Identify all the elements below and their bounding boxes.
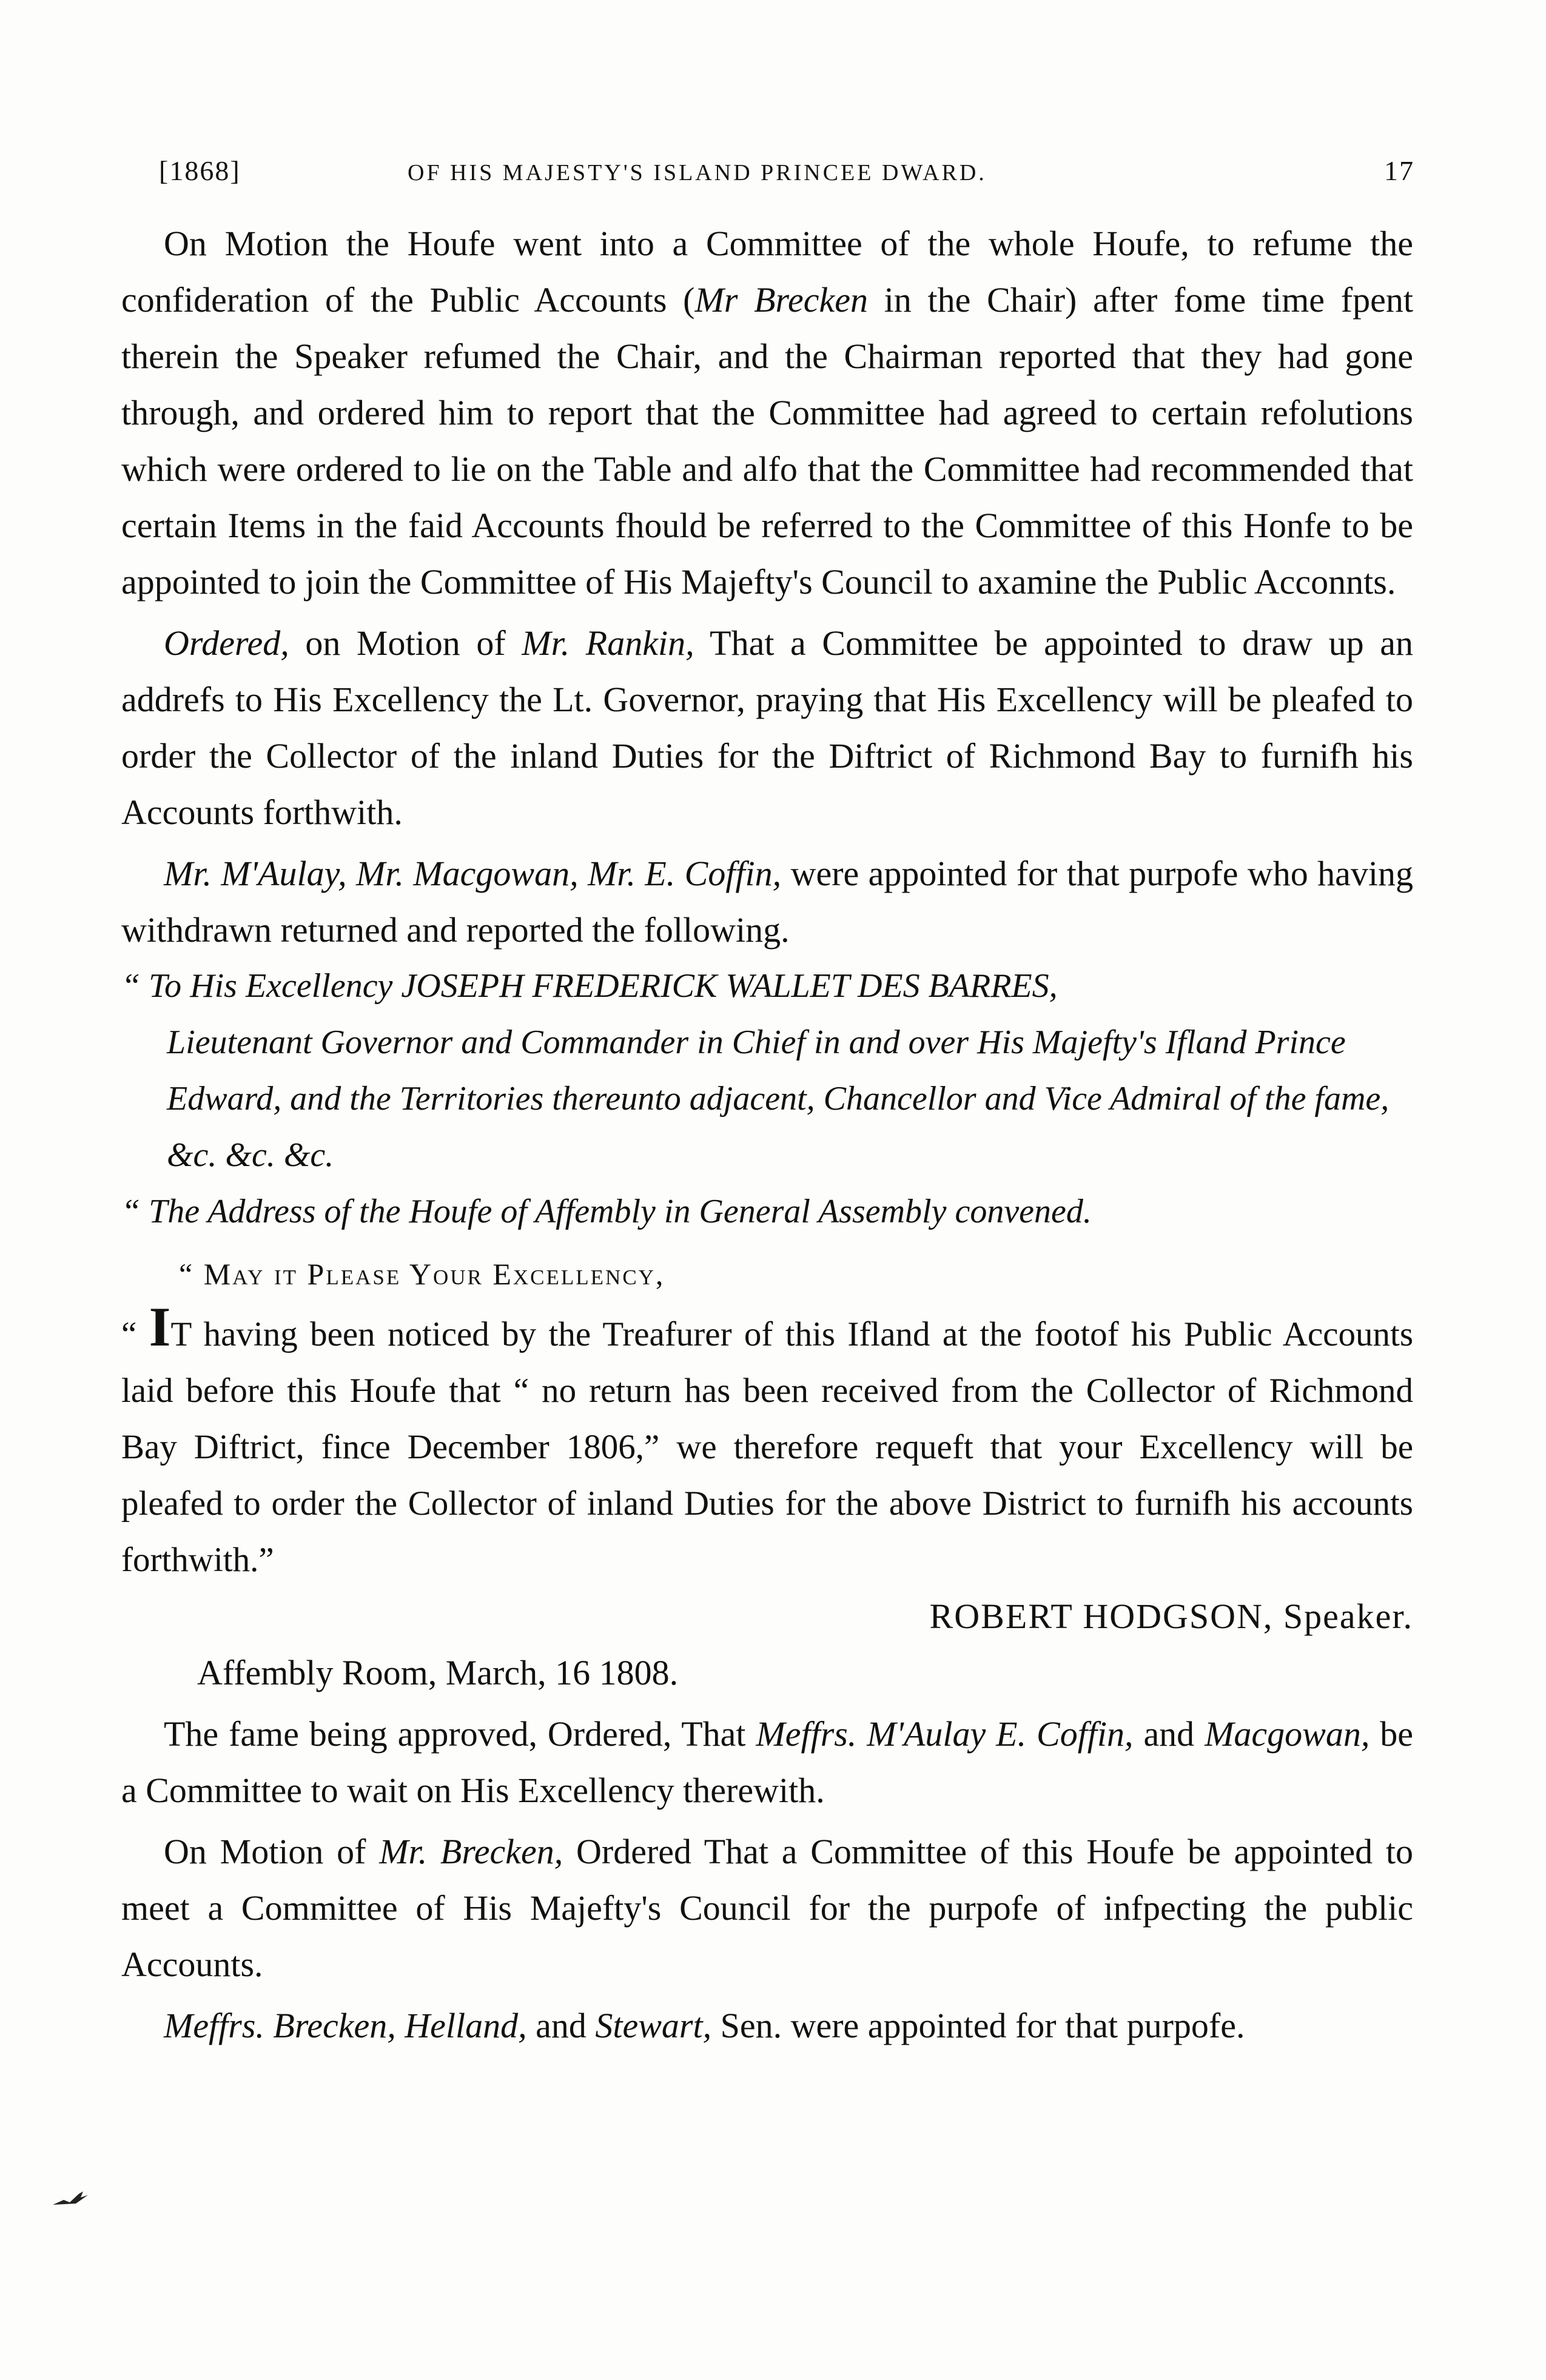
paragraph-committee-motion (121, 215, 1413, 610)
text-run: The fame being approved, Ordered, That (164, 1714, 756, 1754)
paragraph-committee-appointed (121, 1706, 1413, 1819)
italic-names: Meffrs. M'Aulay E. Coffin, (756, 1714, 1134, 1754)
italic-name: Mr Brecken (694, 280, 868, 320)
italic-name: Mr. Brecken, (379, 1832, 563, 1871)
text-run: That a Committee be appointed to draw up an addrefs to His Excellency the Lt. Governor, praying that His Excellency will be pleafed to order the Collector of the inland Duties for the Diftrict of Richmond Bay to furnifh his Accounts forthwith. (121, 623, 1414, 832)
address-body (121, 1296, 1413, 1588)
text-run: were appointed for that purpofe who having withdrawn returned and reported the following. (121, 854, 1413, 950)
text-run: Ordered That a Committee of this Houfe be appointed to meet a Committee of His Majefty's Council for the purpofe of infpecting the public Accounts. (121, 1832, 1414, 1984)
address-recipient-titles: Lieutenant Governor and Commander in Chief in and over His Majefty's Ifland Prince Edward, and the Territories thereunto adjacent, Chancellor and Vice Admiral of the fame, &c. &c. &c. (167, 1024, 1390, 1174)
open-quote: “ (121, 1315, 149, 1353)
paragraph-brecken-motion (121, 1823, 1413, 1993)
drop-cap: I (149, 1296, 171, 1358)
signature: ROBERT HODGSON, Speaker. (929, 1597, 1413, 1636)
text-run: On Motion of (164, 1832, 380, 1871)
paragraph-rankin-motion (121, 615, 1413, 840)
page-number: 17 (1384, 155, 1414, 186)
text-run: in the Chair) after fome time fpent therein the Speaker refumed the Chair, and the Chairman reported that they had gone through, and ordered him to report that the Committee had agreed to certain refolutions which were ordered to lie on the Table and alfo that the Committee had recommended that certain Items in the faid Accounts fhould be referred to the Committee of this Honfe to be appointed to join the Committee of His Majefty's Council to axamine the Public Acconnts. (121, 280, 1413, 602)
text-run: and (526, 2006, 596, 2045)
italic-name: Mr. Rankin, (522, 623, 694, 663)
address-recipient: “ To His Excellency JOSEPH FREDERICK WALLET DES BARRES, (121, 967, 1058, 1005)
italic-names: Meffrs. Brecken, Helland, (164, 2006, 527, 2045)
page-year-bracket: [1868] (159, 155, 241, 186)
italic-name: Macgowan, (1205, 1714, 1370, 1754)
text-run: On Motion the Houfe went into a Committee of the whole Houfe, to refume the confideration of the Public Accounts ( (121, 224, 1413, 320)
italic-names: Mr. M'Aulay, Mr. Macgowan, Mr. E. Coffin, (164, 854, 782, 893)
text-run: Sen. were appointed for that purpofe. (711, 2006, 1245, 2045)
document-body (121, 215, 1413, 2054)
text-run: be a Committee to wait on His Excellency therewith. (121, 1714, 1413, 1810)
address-heading: “ The Address of the Houfe of Affembly in General Assembly convened. (121, 1193, 1092, 1230)
dateline: Affembly Room, March, 16 1808. (197, 1653, 679, 1692)
paragraph-appointees (121, 845, 1413, 958)
salutation: “ May it Please Your Excellency, (179, 1257, 665, 1291)
paragraph-final-appointees (121, 1997, 1413, 2054)
text-run: T having been noticed by the Treafurer of this Ifland at the footof his Public Accounts laid before this Houfe that “ no return has been received from the Collector of Richmond Bay Diftrict, fince December 1806,” we therefore requeft that your Excellency will be pleafed to order the Collector of inland Duties for the above District to furnifh his accounts forthwith.” (121, 1315, 1413, 1579)
italic-ordered: Ordered, (164, 623, 289, 663)
ink-mark-icon (52, 2189, 91, 2207)
running-title: OF HIS MAJESTY'S ISLAND PRINCEE DWARD. (408, 160, 987, 186)
text-run: and (1133, 1714, 1205, 1754)
italic-name: Stewart, (595, 2006, 712, 2045)
text-run: on Motion of (289, 623, 522, 663)
running-header (159, 155, 1414, 203)
